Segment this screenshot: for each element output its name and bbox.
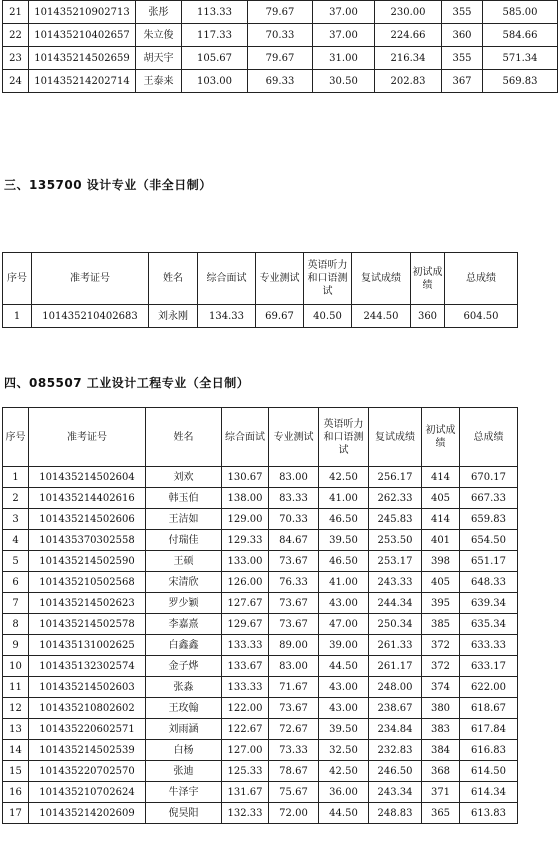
table-body xyxy=(3,467,518,824)
cell-english-test: 32.50 xyxy=(319,740,369,761)
cell-interview: 134.33 xyxy=(198,305,256,328)
cell-total-score: 569.83 xyxy=(483,70,558,93)
cell-retest-score: 224.66 xyxy=(375,24,442,47)
cell-name: 金子烨 xyxy=(146,656,222,677)
header-seq: 序号 xyxy=(3,408,29,467)
cell-interview: 127.00 xyxy=(222,740,269,761)
cell-total-score: 667.33 xyxy=(460,488,518,509)
cell-english-test: 37.00 xyxy=(313,1,375,24)
cell-retest-score: 232.83 xyxy=(369,740,422,761)
results-table-industrial-design xyxy=(2,407,518,824)
cell-interview: 138.00 xyxy=(222,488,269,509)
cell-retest-score: 246.50 xyxy=(369,761,422,782)
cell-seq: 10 xyxy=(3,656,29,677)
cell-major-test: 71.67 xyxy=(269,677,319,698)
cell-total-score: 571.34 xyxy=(483,47,558,70)
cell-english-test: 39.00 xyxy=(319,635,369,656)
cell-name: 刘欢 xyxy=(146,467,222,488)
cell-exam-id: 101435214402616 xyxy=(29,488,146,509)
cell-major-test: 78.67 xyxy=(269,761,319,782)
header-retest-score: 复试成绩 xyxy=(352,253,411,305)
cell-initial-score: 414 xyxy=(422,467,460,488)
cell-total-score: 616.83 xyxy=(460,740,518,761)
cell-interview: 133.67 xyxy=(222,656,269,677)
cell-exam-id: 101435370302558 xyxy=(29,530,146,551)
cell-total-score: 604.50 xyxy=(445,305,518,328)
cell-seq: 13 xyxy=(3,719,29,740)
cell-seq: 21 xyxy=(3,1,29,24)
table-row xyxy=(3,677,518,698)
cell-major-test: 69.67 xyxy=(256,305,304,328)
cell-retest-score: 262.33 xyxy=(369,488,422,509)
cell-seq: 7 xyxy=(3,593,29,614)
cell-interview: 113.33 xyxy=(182,1,248,24)
cell-english-test: 43.00 xyxy=(319,593,369,614)
cell-initial-score: 355 xyxy=(442,47,483,70)
cell-interview: 127.67 xyxy=(222,593,269,614)
cell-retest-score: 250.34 xyxy=(369,614,422,635)
table-row xyxy=(3,761,518,782)
cell-english-test: 44.50 xyxy=(319,656,369,677)
results-table-continued xyxy=(2,0,558,93)
cell-name: 白杨 xyxy=(146,740,222,761)
cell-name: 张迪 xyxy=(146,761,222,782)
header-seq: 序号 xyxy=(3,253,32,305)
cell-seq: 8 xyxy=(3,614,29,635)
cell-exam-id: 101435214202609 xyxy=(29,803,146,824)
cell-initial-score: 405 xyxy=(422,488,460,509)
cell-retest-score: 245.83 xyxy=(369,509,422,530)
table-row xyxy=(3,24,558,47)
table-row xyxy=(3,509,518,530)
cell-english-test: 30.50 xyxy=(313,70,375,93)
cell-total-score: 635.34 xyxy=(460,614,518,635)
table-body xyxy=(3,305,518,328)
header-major-test: 专业测试 xyxy=(269,408,319,467)
cell-initial-score: 374 xyxy=(422,677,460,698)
cell-total-score: 654.50 xyxy=(460,530,518,551)
cell-retest-score: 261.17 xyxy=(369,656,422,677)
cell-seq: 4 xyxy=(3,530,29,551)
cell-name: 王硕 xyxy=(146,551,222,572)
cell-exam-id: 101435220602571 xyxy=(29,719,146,740)
header-retest-score: 复试成绩 xyxy=(369,408,422,467)
cell-interview: 133.33 xyxy=(222,635,269,656)
cell-retest-score: 243.33 xyxy=(369,572,422,593)
cell-interview: 103.00 xyxy=(182,70,248,93)
cell-major-test: 73.67 xyxy=(269,614,319,635)
cell-major-test: 84.67 xyxy=(269,530,319,551)
cell-interview: 122.00 xyxy=(222,698,269,719)
header-initial-score: 初试成绩 xyxy=(411,253,445,305)
cell-initial-score: 372 xyxy=(422,656,460,677)
cell-initial-score: 360 xyxy=(442,24,483,47)
cell-retest-score: 253.50 xyxy=(369,530,422,551)
cell-initial-score: 367 xyxy=(442,70,483,93)
table-row xyxy=(3,305,518,328)
cell-initial-score: 371 xyxy=(422,782,460,803)
cell-exam-id: 101435214502659 xyxy=(29,47,136,70)
cell-seq: 16 xyxy=(3,782,29,803)
cell-english-test: 31.00 xyxy=(313,47,375,70)
cell-english-test: 41.00 xyxy=(319,572,369,593)
cell-seq: 14 xyxy=(3,740,29,761)
cell-retest-score: 261.33 xyxy=(369,635,422,656)
cell-name: 刘永刚 xyxy=(149,305,198,328)
cell-retest-score: 243.34 xyxy=(369,782,422,803)
cell-exam-id: 101435132302574 xyxy=(29,656,146,677)
cell-english-test: 46.50 xyxy=(319,551,369,572)
cell-seq: 22 xyxy=(3,24,29,47)
cell-name: 李嘉熹 xyxy=(146,614,222,635)
cell-major-test: 79.67 xyxy=(248,1,313,24)
cell-total-score: 670.17 xyxy=(460,467,518,488)
cell-english-test: 47.00 xyxy=(319,614,369,635)
cell-initial-score: 368 xyxy=(422,761,460,782)
cell-total-score: 648.33 xyxy=(460,572,518,593)
cell-name: 张淼 xyxy=(146,677,222,698)
cell-total-score: 633.33 xyxy=(460,635,518,656)
cell-english-test: 46.50 xyxy=(319,509,369,530)
cell-major-test: 76.33 xyxy=(269,572,319,593)
header-major-test: 专业测试 xyxy=(256,253,304,305)
header-name: 姓名 xyxy=(149,253,198,305)
cell-exam-id: 101435210802602 xyxy=(29,698,146,719)
header-name: 姓名 xyxy=(146,408,222,467)
cell-interview: 132.33 xyxy=(222,803,269,824)
header-exam-id: 准考证号 xyxy=(32,253,149,305)
cell-interview: 125.33 xyxy=(222,761,269,782)
cell-seq: 17 xyxy=(3,803,29,824)
results-table-design xyxy=(2,252,518,328)
table-row xyxy=(3,719,518,740)
cell-initial-score: 414 xyxy=(422,509,460,530)
cell-name: 韩玉伯 xyxy=(146,488,222,509)
cell-seq: 9 xyxy=(3,635,29,656)
cell-total-score: 613.83 xyxy=(460,803,518,824)
cell-retest-score: 234.84 xyxy=(369,719,422,740)
cell-initial-score: 383 xyxy=(422,719,460,740)
cell-exam-id: 101435220702570 xyxy=(29,761,146,782)
cell-english-test: 36.00 xyxy=(319,782,369,803)
cell-name: 朱立俊 xyxy=(136,24,182,47)
cell-exam-id: 101435210502568 xyxy=(29,572,146,593)
cell-major-test: 72.00 xyxy=(269,803,319,824)
cell-major-test: 69.33 xyxy=(248,70,313,93)
cell-initial-score: 380 xyxy=(422,698,460,719)
cell-seq: 1 xyxy=(3,305,32,328)
cell-exam-id: 101435214502606 xyxy=(29,509,146,530)
cell-exam-id: 101435214502578 xyxy=(29,614,146,635)
cell-seq: 3 xyxy=(3,509,29,530)
cell-total-score: 617.84 xyxy=(460,719,518,740)
cell-seq: 12 xyxy=(3,698,29,719)
cell-retest-score: 253.17 xyxy=(369,551,422,572)
section-heading-industrial-design: 四、085507 工业设计工程专业（全日制） xyxy=(4,376,250,390)
cell-major-test: 75.67 xyxy=(269,782,319,803)
cell-seq: 24 xyxy=(3,70,29,93)
cell-name: 王玫翰 xyxy=(146,698,222,719)
cell-exam-id: 101435210702624 xyxy=(29,782,146,803)
cell-retest-score: 248.83 xyxy=(369,803,422,824)
cell-major-test: 70.33 xyxy=(248,24,313,47)
table-row xyxy=(3,488,518,509)
cell-interview: 130.67 xyxy=(222,467,269,488)
table-row xyxy=(3,551,518,572)
table-row xyxy=(3,656,518,677)
cell-name: 倪昊阳 xyxy=(146,803,222,824)
cell-interview: 133.00 xyxy=(222,551,269,572)
table-body xyxy=(3,1,558,93)
cell-major-test: 73.67 xyxy=(269,551,319,572)
cell-english-test: 41.00 xyxy=(319,488,369,509)
cell-name: 张彤 xyxy=(136,1,182,24)
cell-interview: 122.67 xyxy=(222,719,269,740)
table-row xyxy=(3,803,518,824)
cell-name: 刘雨涵 xyxy=(146,719,222,740)
cell-retest-score: 256.17 xyxy=(369,467,422,488)
cell-english-test: 40.50 xyxy=(304,305,352,328)
table-row xyxy=(3,782,518,803)
cell-name: 王洁如 xyxy=(146,509,222,530)
cell-name: 白鑫鑫 xyxy=(146,635,222,656)
cell-interview: 105.67 xyxy=(182,47,248,70)
cell-name: 胡天宇 xyxy=(136,47,182,70)
table-row xyxy=(3,614,518,635)
cell-exam-id: 101435214502604 xyxy=(29,467,146,488)
cell-major-test: 79.67 xyxy=(248,47,313,70)
table-row xyxy=(3,47,558,70)
cell-total-score: 622.00 xyxy=(460,677,518,698)
table-row xyxy=(3,635,518,656)
cell-name: 宋清欣 xyxy=(146,572,222,593)
cell-initial-score: 395 xyxy=(422,593,460,614)
cell-exam-id: 101435214502539 xyxy=(29,740,146,761)
cell-total-score: 633.17 xyxy=(460,656,518,677)
cell-interview: 126.00 xyxy=(222,572,269,593)
cell-retest-score: 248.00 xyxy=(369,677,422,698)
header-initial-score: 初试成绩 xyxy=(422,408,460,467)
cell-total-score: 614.50 xyxy=(460,761,518,782)
cell-total-score: 618.67 xyxy=(460,698,518,719)
cell-retest-score: 238.67 xyxy=(369,698,422,719)
table-row xyxy=(3,70,558,93)
cell-name: 罗少颖 xyxy=(146,593,222,614)
cell-retest-score: 216.34 xyxy=(375,47,442,70)
cell-seq: 11 xyxy=(3,677,29,698)
table-row xyxy=(3,698,518,719)
cell-seq: 1 xyxy=(3,467,29,488)
cell-major-test: 83.00 xyxy=(269,467,319,488)
cell-interview: 129.33 xyxy=(222,530,269,551)
cell-initial-score: 405 xyxy=(422,572,460,593)
header-total-score: 总成绩 xyxy=(460,408,518,467)
header-exam-id: 准考证号 xyxy=(29,408,146,467)
cell-name: 付瑞佳 xyxy=(146,530,222,551)
header-interview: 综合面试 xyxy=(198,253,256,305)
table-header-row xyxy=(3,408,518,467)
header-interview: 综合面试 xyxy=(222,408,269,467)
cell-major-test: 70.33 xyxy=(269,509,319,530)
header-english-test: 英语听力和口语测试 xyxy=(319,408,369,467)
cell-seq: 23 xyxy=(3,47,29,70)
cell-seq: 5 xyxy=(3,551,29,572)
header-total-score: 总成绩 xyxy=(445,253,518,305)
table-header-row xyxy=(3,253,518,305)
cell-exam-id: 101435210402657 xyxy=(29,24,136,47)
section-heading-design: 三、135700 设计专业（非全日制） xyxy=(4,178,212,192)
cell-total-score: 585.00 xyxy=(483,1,558,24)
cell-initial-score: 385 xyxy=(422,614,460,635)
cell-interview: 129.67 xyxy=(222,614,269,635)
cell-major-test: 89.00 xyxy=(269,635,319,656)
cell-total-score: 651.17 xyxy=(460,551,518,572)
cell-seq: 2 xyxy=(3,488,29,509)
cell-english-test: 39.50 xyxy=(319,719,369,740)
table-row xyxy=(3,740,518,761)
cell-exam-id: 101435210902713 xyxy=(29,1,136,24)
cell-exam-id: 101435210402683 xyxy=(32,305,149,328)
cell-english-test: 44.50 xyxy=(319,803,369,824)
cell-seq: 15 xyxy=(3,761,29,782)
cell-name: 王泰来 xyxy=(136,70,182,93)
cell-major-test: 73.67 xyxy=(269,698,319,719)
cell-total-score: 659.83 xyxy=(460,509,518,530)
cell-major-test: 73.67 xyxy=(269,593,319,614)
cell-major-test: 73.33 xyxy=(269,740,319,761)
cell-total-score: 614.34 xyxy=(460,782,518,803)
cell-total-score: 584.66 xyxy=(483,24,558,47)
cell-english-test: 43.00 xyxy=(319,677,369,698)
cell-initial-score: 365 xyxy=(422,803,460,824)
cell-english-test: 37.00 xyxy=(313,24,375,47)
cell-name: 牛泽宇 xyxy=(146,782,222,803)
cell-exam-id: 101435214502590 xyxy=(29,551,146,572)
cell-initial-score: 355 xyxy=(442,1,483,24)
cell-initial-score: 384 xyxy=(422,740,460,761)
header-english-test: 英语听力和口语测试 xyxy=(304,253,352,305)
cell-retest-score: 244.34 xyxy=(369,593,422,614)
table-row xyxy=(3,593,518,614)
cell-english-test: 42.50 xyxy=(319,467,369,488)
cell-initial-score: 401 xyxy=(422,530,460,551)
cell-interview: 133.33 xyxy=(222,677,269,698)
cell-interview: 131.67 xyxy=(222,782,269,803)
cell-interview: 117.33 xyxy=(182,24,248,47)
cell-initial-score: 372 xyxy=(422,635,460,656)
cell-interview: 129.00 xyxy=(222,509,269,530)
cell-major-test: 83.33 xyxy=(269,488,319,509)
cell-english-test: 42.50 xyxy=(319,761,369,782)
cell-english-test: 43.00 xyxy=(319,698,369,719)
cell-major-test: 83.00 xyxy=(269,656,319,677)
table-row xyxy=(3,1,558,24)
cell-initial-score: 360 xyxy=(411,305,445,328)
cell-retest-score: 230.00 xyxy=(375,1,442,24)
cell-exam-id: 101435131002625 xyxy=(29,635,146,656)
table-row xyxy=(3,572,518,593)
cell-retest-score: 202.83 xyxy=(375,70,442,93)
table-row xyxy=(3,530,518,551)
cell-exam-id: 101435214202714 xyxy=(29,70,136,93)
cell-seq: 6 xyxy=(3,572,29,593)
table-row xyxy=(3,467,518,488)
cell-major-test: 72.67 xyxy=(269,719,319,740)
cell-total-score: 639.34 xyxy=(460,593,518,614)
cell-exam-id: 101435214502603 xyxy=(29,677,146,698)
cell-retest-score: 244.50 xyxy=(352,305,411,328)
cell-english-test: 39.50 xyxy=(319,530,369,551)
cell-initial-score: 398 xyxy=(422,551,460,572)
cell-exam-id: 101435214502623 xyxy=(29,593,146,614)
